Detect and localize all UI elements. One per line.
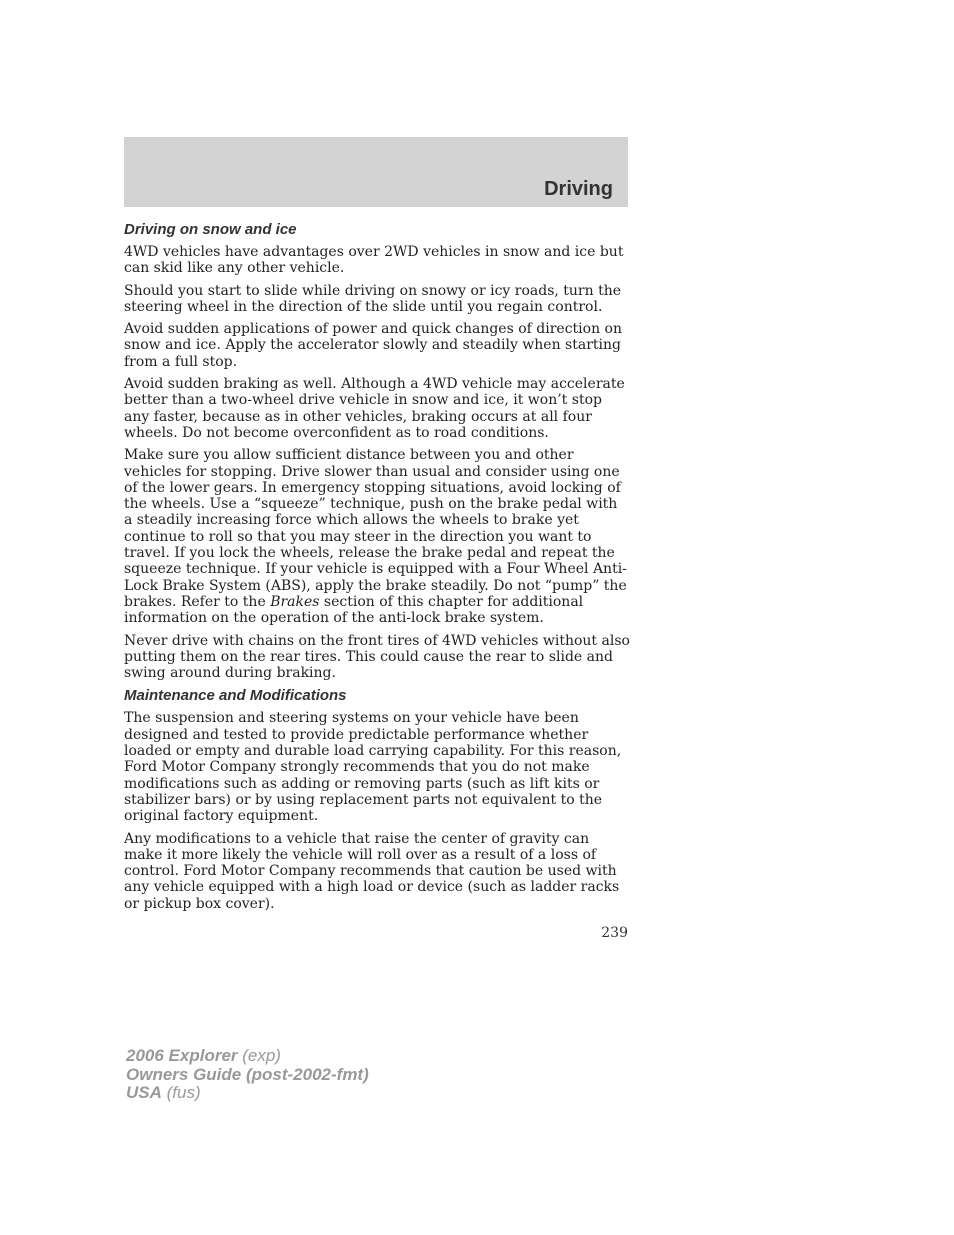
footer-line-guide: Owners Guide (post-2002-fmt) xyxy=(126,1064,369,1084)
section-heading-snow-ice: Driving on snow and ice xyxy=(124,221,297,238)
footer-line-model: 2006 Explorer (exp) xyxy=(126,1046,281,1065)
document-footer xyxy=(126,1047,369,1103)
paragraph-text: section of this chapter for additional information on the operation of the anti-lock brake system. xyxy=(124,593,584,627)
paragraph: Never drive with chains on the front tires of 4WD vehicles without also putting them on the rear tires. This could cause the rear to slide and swing around during braking. xyxy=(124,632,630,682)
paragraph: Should you start to slide while driving on snowy or icy roads, turn the steering wheel in the direction of the slide until you regain control. xyxy=(124,282,622,315)
paragraph: Avoid sudden braking as well. Although a 4WD vehicle may accelerate better than a two-wheel drive vehicle in snow and ice, it won’t stop any faster, because as in other vehicles, braking occurs at all four wheels. Do not become overconfident as to road conditions. xyxy=(124,376,625,441)
paragraph: Any modifications to a vehicle that raise the center of gravity can make it more likely the vehicle will roll over as a result of a loss of control. Ford Motor Company recommends that caution be used with any vehicle equipped with a high load or device (such as ladder racks or pickup box cover). xyxy=(124,830,620,912)
chapter-header-band xyxy=(124,137,628,207)
paragraph: The suspension and steering systems on your vehicle have been designed and tested to provide predictable performance whether loaded or empty and durable load carrying capability. For this reason, Ford Motor Company strongly recommends that you do not make modifications such as adding or removing parts (such as lift kits or stabilizer bars) or by using replacement parts not equivalent to the original factory equipment. xyxy=(124,710,622,825)
chapter-title: Driving xyxy=(544,178,613,200)
page-content xyxy=(124,221,630,918)
paragraph: 4WD vehicles have advantages over 2WD vehicles in snow and ice but can skid like any other vehicle. xyxy=(124,244,624,277)
brakes-reference: Brakes xyxy=(270,593,320,610)
footer-line-market: USA (fus) xyxy=(126,1083,201,1102)
page-number: 239 xyxy=(601,925,628,941)
paragraph: Avoid sudden applications of power and quick changes of direction on snow and ice. Apply the accelerator slowly and steadily when starting from a full stop. xyxy=(124,321,622,370)
paragraph-braking-technique xyxy=(124,447,630,626)
section-heading-maintenance: Maintenance and Modifications xyxy=(124,687,347,705)
paragraph-text: Make sure you allow sufficient distance between you and other vehicles for stopping. Drive slower than usual and consider using one of the lower gears. In emergency stopping situations, avoid locking of the wheels. Use a “squeeze” technique, push on the brake pedal with a steadily increasing force which allows the wheels to brake yet continue to roll so that you may steer in the direction you want to travel. If you lock the wheels, release the brake pedal and repeat the squeeze technique. If your vehicle is equipped with a Four Wheel Anti-Lock Brake System (ABS), apply the brake steadily. Do not “pump” the brakes. Refer to the xyxy=(124,447,627,610)
